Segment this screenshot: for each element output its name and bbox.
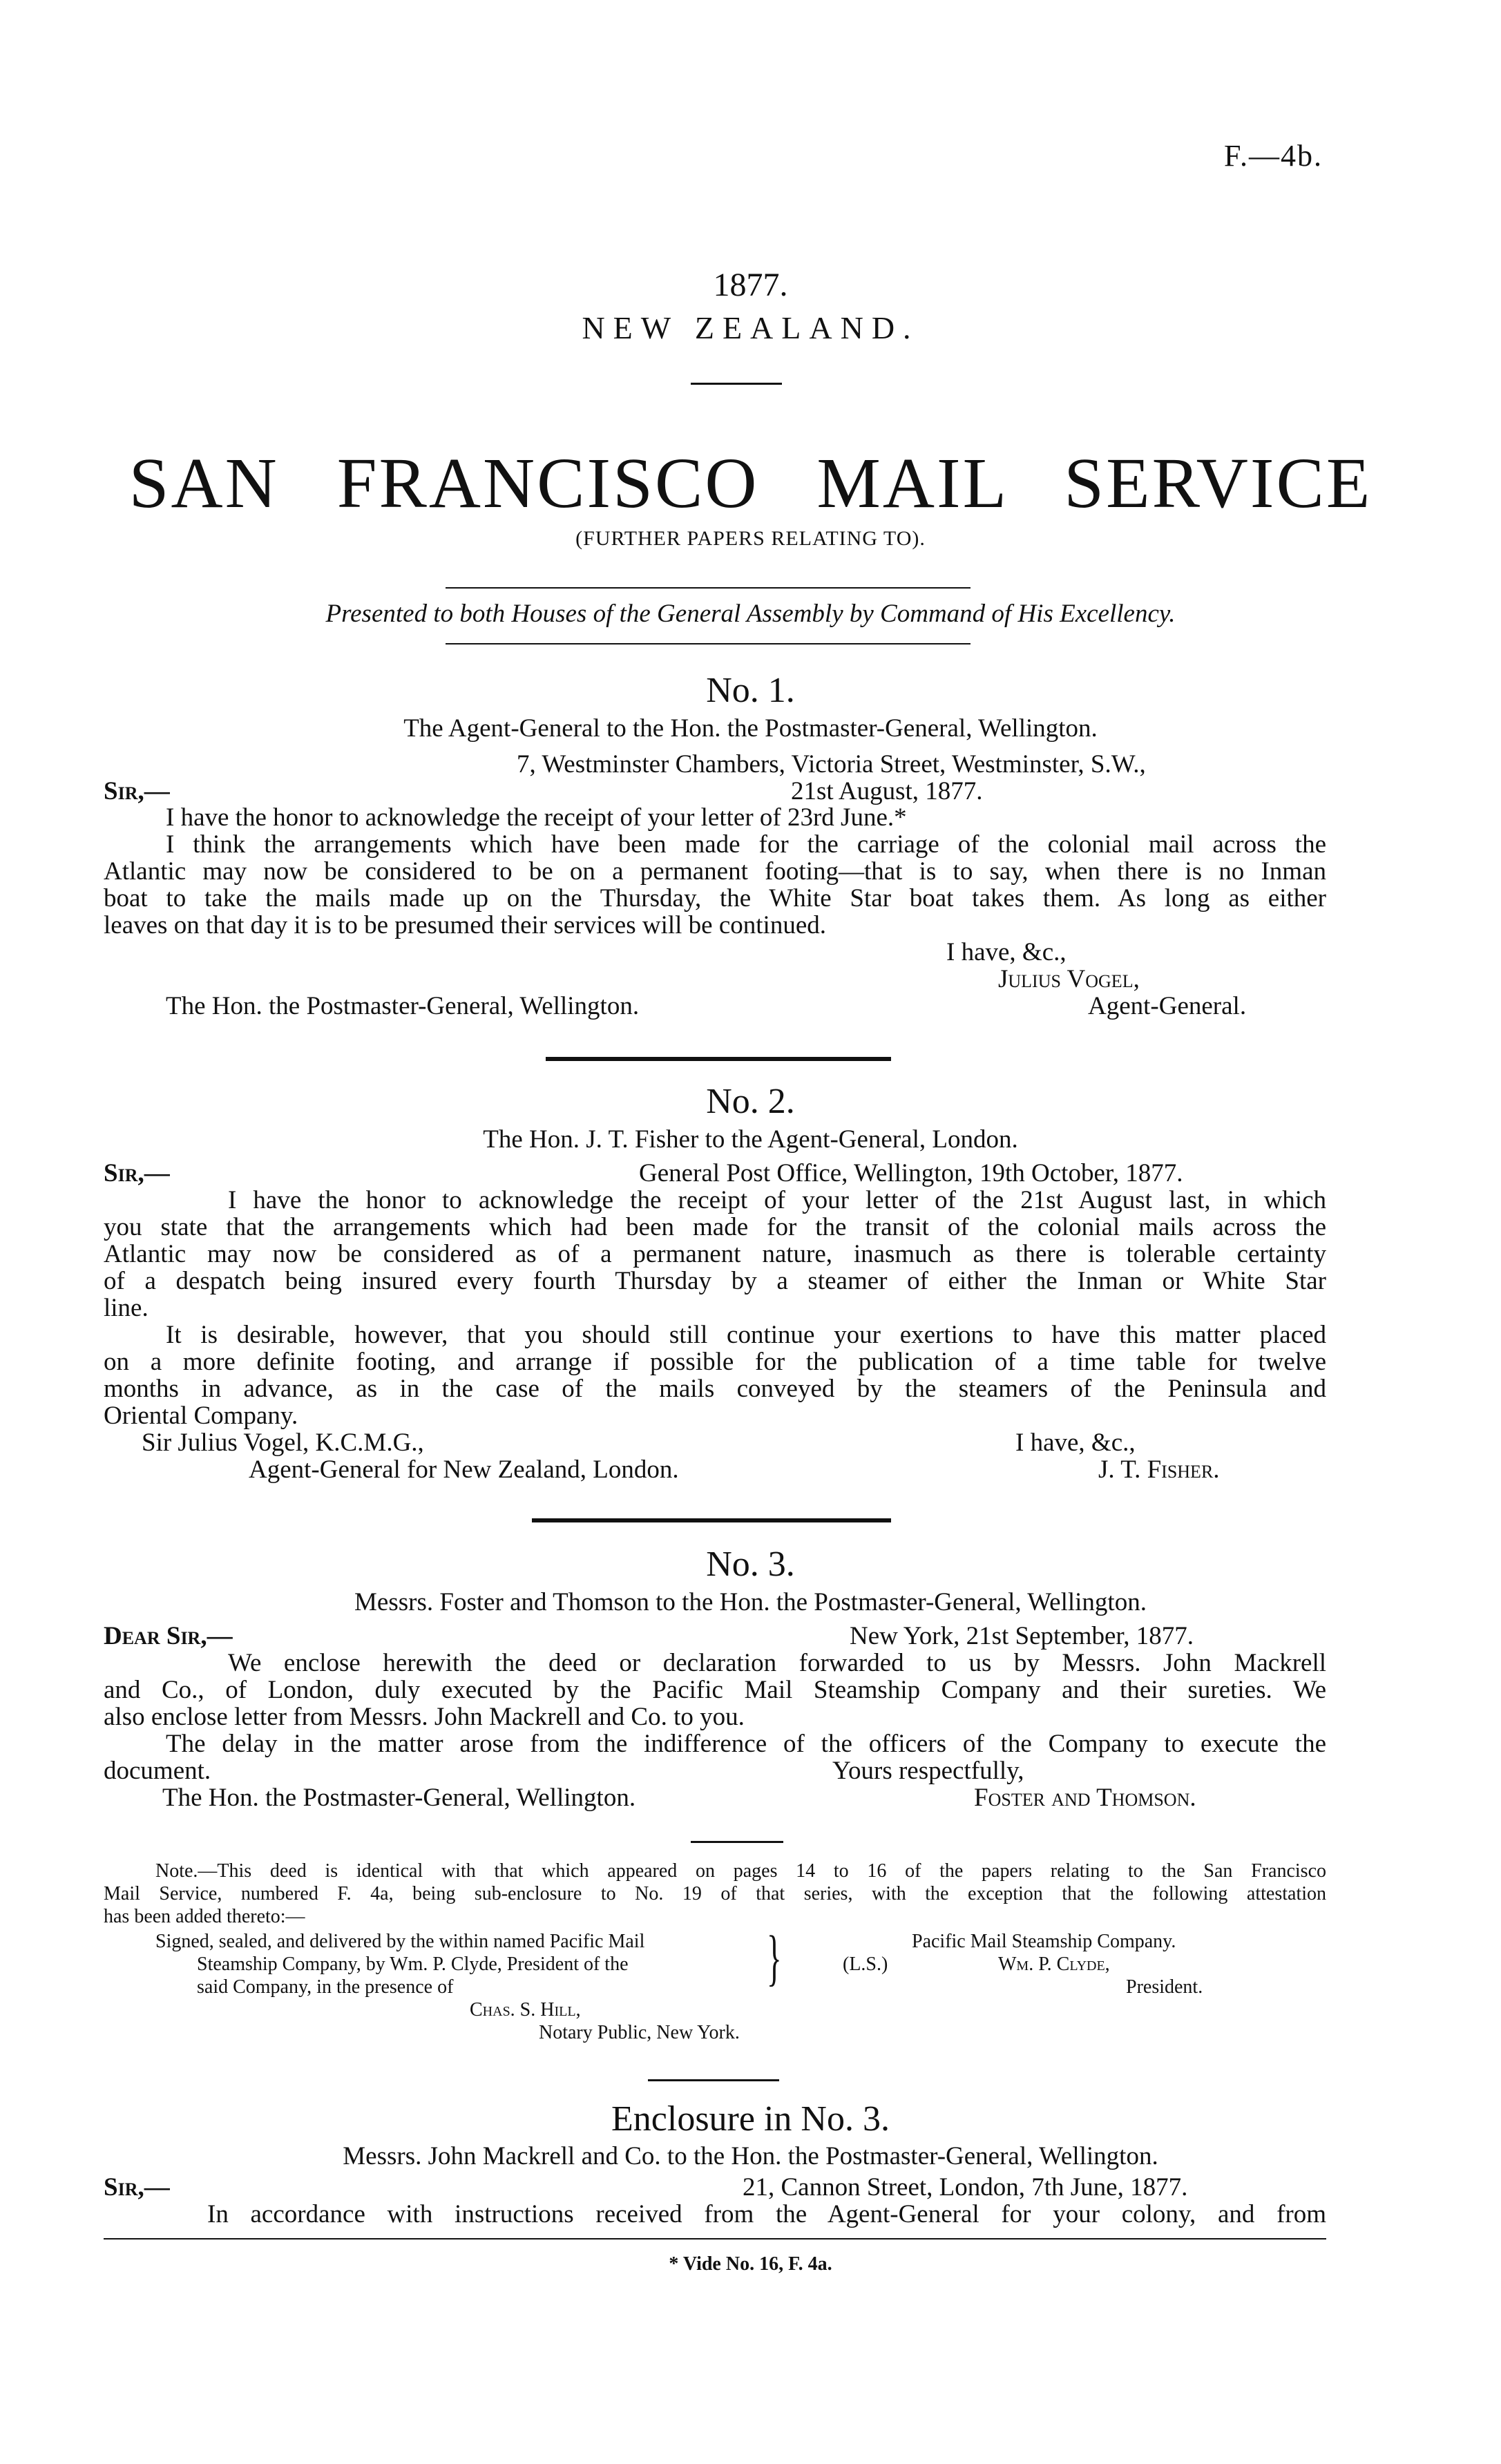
from-to-no2: The Hon. J. T. Fisher to the Agent-General, London. bbox=[483, 1125, 1018, 1154]
note-line: has been added thereto:— bbox=[104, 1906, 305, 1927]
divider bbox=[446, 643, 971, 644]
footnote-divider bbox=[104, 2238, 1326, 2239]
address-no1: 7, Westminster Chambers, Victoria Street, Westminster, S.W., bbox=[517, 750, 1146, 779]
addressee-no2: Sir Julius Vogel, K.C.M.G., bbox=[142, 1429, 424, 1457]
signature-no3: Foster and Thomson. bbox=[974, 1784, 1196, 1812]
section-heading-no2: No. 2. bbox=[706, 1082, 795, 1121]
signature-no2: J. T. Fisher. bbox=[1098, 1455, 1220, 1484]
text-line: also enclose letter from Messrs. John Mackrell and Co. to you. bbox=[104, 1703, 745, 1731]
page-subtitle: (FURTHER PAPERS RELATING TO). bbox=[575, 527, 926, 550]
note-line: Mail Service, numbered F. 4a, being sub-enclosure to No. 19 of that series, with the exception that the following attestation bbox=[104, 1883, 1326, 1904]
address-date-no3: New York, 21st September, 1877. bbox=[850, 1622, 1194, 1650]
text-line: you state that the arrangements which had been made for the transit of the colonial mails across the bbox=[104, 1213, 1326, 1241]
salutation-no1: Sir,— bbox=[104, 777, 170, 805]
witness-title: Notary Public, New York. bbox=[539, 2022, 740, 2043]
section-heading-no3: No. 3. bbox=[706, 1545, 795, 1584]
address-date-enclosure: 21, Cannon Street, London, 7th June, 1877. bbox=[743, 2173, 1188, 2202]
page-reference: F.—4b. bbox=[1224, 139, 1323, 173]
addressee-no3: The Hon. the Postmaster-General, Wellington. bbox=[162, 1784, 636, 1812]
text-line: I have the honor to acknowledge the receipt of your letter of 23rd June.* bbox=[166, 803, 907, 832]
company-name: Pacific Mail Steamship Company. bbox=[912, 1931, 1176, 1952]
text-line: I have the honor to acknowledge the receipt of your letter of the 21st August last, in which bbox=[228, 1186, 1326, 1214]
text-line: It is desirable, however, that you should still continue your exertions to have this matter placed bbox=[166, 1321, 1326, 1349]
addressee-no1: The Hon. the Postmaster-General, Wellington. bbox=[166, 992, 640, 1020]
text-line: leaves on that day it is to be presumed their services will be continued. bbox=[104, 911, 826, 939]
divider bbox=[691, 1841, 783, 1843]
closing-no2: I have, &c., bbox=[1015, 1429, 1136, 1457]
text-line: I think the arrangements which have been made for the carriage of the colonial mail across the bbox=[166, 830, 1326, 859]
text-line: months in advance, as in the case of the mails conveyed by the steamers of the Peninsula and bbox=[104, 1375, 1326, 1403]
attestation-line: Steamship Company, by Wm. P. Clyde, President of the bbox=[197, 1954, 629, 1975]
text-line: Atlantic may now be considered to be on a permanent footing—that is to say, when there is no Inman bbox=[104, 857, 1326, 886]
signature-no1: Julius Vogel, bbox=[998, 965, 1140, 993]
section-divider bbox=[648, 2079, 779, 2081]
closing-no3: Yours respectfully, bbox=[832, 1757, 1024, 1785]
year: 1877. bbox=[713, 267, 788, 303]
from-to-no3: Messrs. Foster and Thomson to the Hon. the Postmaster-General, Wellington. bbox=[354, 1588, 1147, 1616]
text-line: Atlantic may now be considered as of a permanent nature, inasmuch as there is tolerable certainty bbox=[104, 1240, 1326, 1268]
section-divider bbox=[546, 1057, 891, 1061]
witness-name: Chas. S. Hill, bbox=[470, 1999, 581, 2021]
attestation-line: said Company, in the presence of bbox=[197, 1976, 454, 1998]
text-line: document. bbox=[104, 1757, 211, 1785]
text-line: and Co., of London, duly executed by the Pacific Mail Steamship Company and their sureties. We bbox=[104, 1676, 1326, 1704]
closing-no1: I have, &c., bbox=[946, 938, 1067, 966]
footnote: * Vide No. 16, F. 4a. bbox=[669, 2253, 832, 2275]
presented-line: Presented to both Houses of the General Assembly by Command of His Excellency. bbox=[325, 600, 1176, 628]
date-no1: 21st August, 1877. bbox=[791, 777, 983, 805]
from-to-no1: The Agent-General to the Hon. the Postmaster-General, Wellington. bbox=[403, 714, 1098, 743]
salutation-no2: Sir,— bbox=[104, 1159, 170, 1187]
enclosure-heading: Enclosure in No. 3. bbox=[611, 2099, 890, 2139]
signature-title-no1: Agent-General. bbox=[1088, 992, 1247, 1020]
text-line: of a despatch being insured every fourth Thursday by a steamer of either the Inman or White Star bbox=[104, 1267, 1326, 1295]
seal-label: (L.S.) bbox=[843, 1954, 888, 1975]
addressee-no2: Agent-General for New Zealand, London. bbox=[249, 1455, 679, 1484]
text-line: The delay in the matter arose from the indifference of the officers of the Company to execute the bbox=[166, 1730, 1326, 1758]
text-line: We enclose herewith the deed or declaration forwarded to us by Messrs. John Mackrell bbox=[228, 1649, 1326, 1677]
country: NEW ZEALAND. bbox=[582, 310, 919, 345]
text-line: boat to take the mails made up on the Thursday, the White Star boat takes them. As long as either bbox=[104, 884, 1326, 913]
section-divider bbox=[532, 1518, 891, 1522]
note-line: Note.—This deed is identical with that which appeared on pages 14 to 16 of the papers relating to the San Francisco bbox=[155, 1860, 1326, 1882]
text-line: line. bbox=[104, 1294, 149, 1322]
signatory-title: President. bbox=[1126, 1976, 1203, 1998]
text-line: In accordance with instructions received from the Agent-General for your colony, and from bbox=[207, 2200, 1326, 2228]
text-line: Oriental Company. bbox=[104, 1402, 298, 1430]
from-to-enclosure: Messrs. John Mackrell and Co. to the Hon. the Postmaster-General, Wellington. bbox=[343, 2142, 1158, 2170]
signatory-name: Wm. P. Clyde, bbox=[998, 1954, 1110, 1975]
attestation-line: Signed, sealed, and delivered by the within named Pacific Mail bbox=[155, 1931, 645, 1952]
divider bbox=[446, 587, 971, 589]
salutation-no3: Dear Sir,— bbox=[104, 1622, 233, 1650]
salutation-enclosure: Sir,— bbox=[104, 2173, 170, 2202]
section-heading-no1: No. 1. bbox=[706, 671, 795, 710]
divider bbox=[691, 383, 782, 385]
text-line: on a more definite footing, and arrange if possible for the publication of a time table for twelve bbox=[104, 1348, 1326, 1376]
page-title: SAN FRANCISCO MAIL SERVICE bbox=[128, 443, 1373, 523]
address-date-no2: General Post Office, Wellington, 19th October, 1877. bbox=[639, 1159, 1183, 1187]
brace-icon: } bbox=[767, 1924, 782, 1992]
